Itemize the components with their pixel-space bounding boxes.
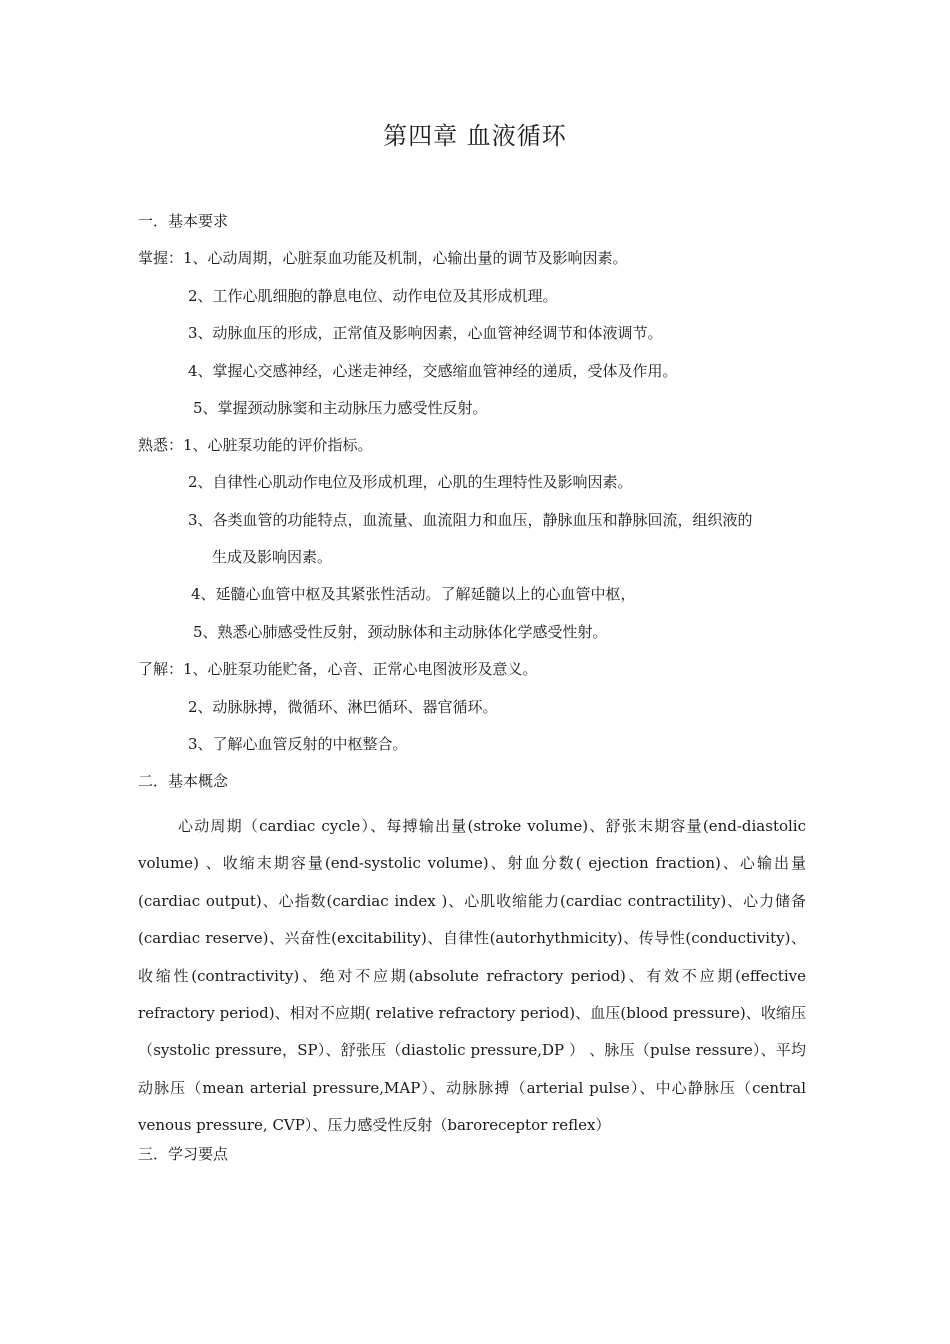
master-item: 4、掌握心交感神经，心迷走神经，交感缩血管神经的递质，受体及作用。 <box>188 362 678 380</box>
page-title: 第四章 血液循环 <box>383 122 567 150</box>
familiar-item: 3、各类血管的功能特点，血流量、血流阻力和血压，静脉血压和静脉回流，组织液的 <box>188 511 753 529</box>
familiar-item: 5、熟悉心肺感受性反射，颈动脉体和主动脉体化学感受性射。 <box>193 623 608 641</box>
understand-item: 3、了解心血管反射的中枢整合。 <box>188 735 408 753</box>
understand-first-line <box>138 658 538 680</box>
master-item: 2、工作心肌细胞的静息电位、动作电位及其形成机理。 <box>188 287 558 305</box>
familiar-item: 4、延髓心血管中枢及其紧张性活动。了解延髓以上的心血管中枢， <box>191 585 636 603</box>
familiar-item: 2、自律性心肌动作电位及形成机理，心肌的生理特性及影响因素。 <box>188 473 633 491</box>
master-item: 1、心动周期，心脏泵血功能及机制，心输出量的调节及影响因素。 <box>183 249 628 267</box>
master-label: 掌握： <box>138 249 184 267</box>
concepts-paragraph: 心动周期（cardiac cycle）、每搏输出量(stroke volume)、舒张末期容量(end-diastolic volume) 、收缩末期容量(end-systolic volume)、射血分数( ejection fraction)、心输出量(cardiac output)、心指数(cardiac index )、心肌收缩能力(cardiac contractility)、心力储备 (cardiac reserve)、兴奋性(excitability)、自律性(autorhythmicity)、传导性(conductivity)、收缩性(contractivity)、绝对不应期(absolute refractory period)、有效不应期(effective refractory period)、相对不应期( relative refractory period)、血压(blood pressure)、收缩压（systolic pressure，SP）、舒张压（diastolic pressure,DP ） 、脉压（pulse ressure）、平均动脉压（mean arterial pressure,MAP）、动脉脉搏（arterial pulse）、中心静脉压（central venous pressure, CVP）、压力感受性反射（baroreceptor reflex） <box>138 817 806 1135</box>
understand-label: 了解： <box>138 660 184 678</box>
familiar-item: 1、心脏泵功能的评价指标。 <box>183 436 373 454</box>
familiar-label: 熟悉： <box>138 436 184 454</box>
section-heading-key-points: 三．学习要点 <box>138 1145 229 1163</box>
section-heading-concepts: 二．基本概念 <box>138 772 229 790</box>
master-item: 3、动脉血压的形成，正常值及影响因素，心血管神经调节和体液调节。 <box>188 324 663 342</box>
master-item: 5、掌握颈动脉窦和主动脉压力感受性反射。 <box>193 399 488 417</box>
master-first-line <box>138 247 628 269</box>
understand-item: 1、心脏泵功能贮备，心音、正常心电图波形及意义。 <box>183 660 538 678</box>
familiar-item-continuation: 生成及影响因素。 <box>212 548 333 566</box>
section-heading-requirements: 一．基本要求 <box>138 212 229 230</box>
familiar-first-line <box>138 434 373 456</box>
understand-item: 2、动脉脉搏，微循环、淋巴循环、器官循环。 <box>188 698 498 716</box>
